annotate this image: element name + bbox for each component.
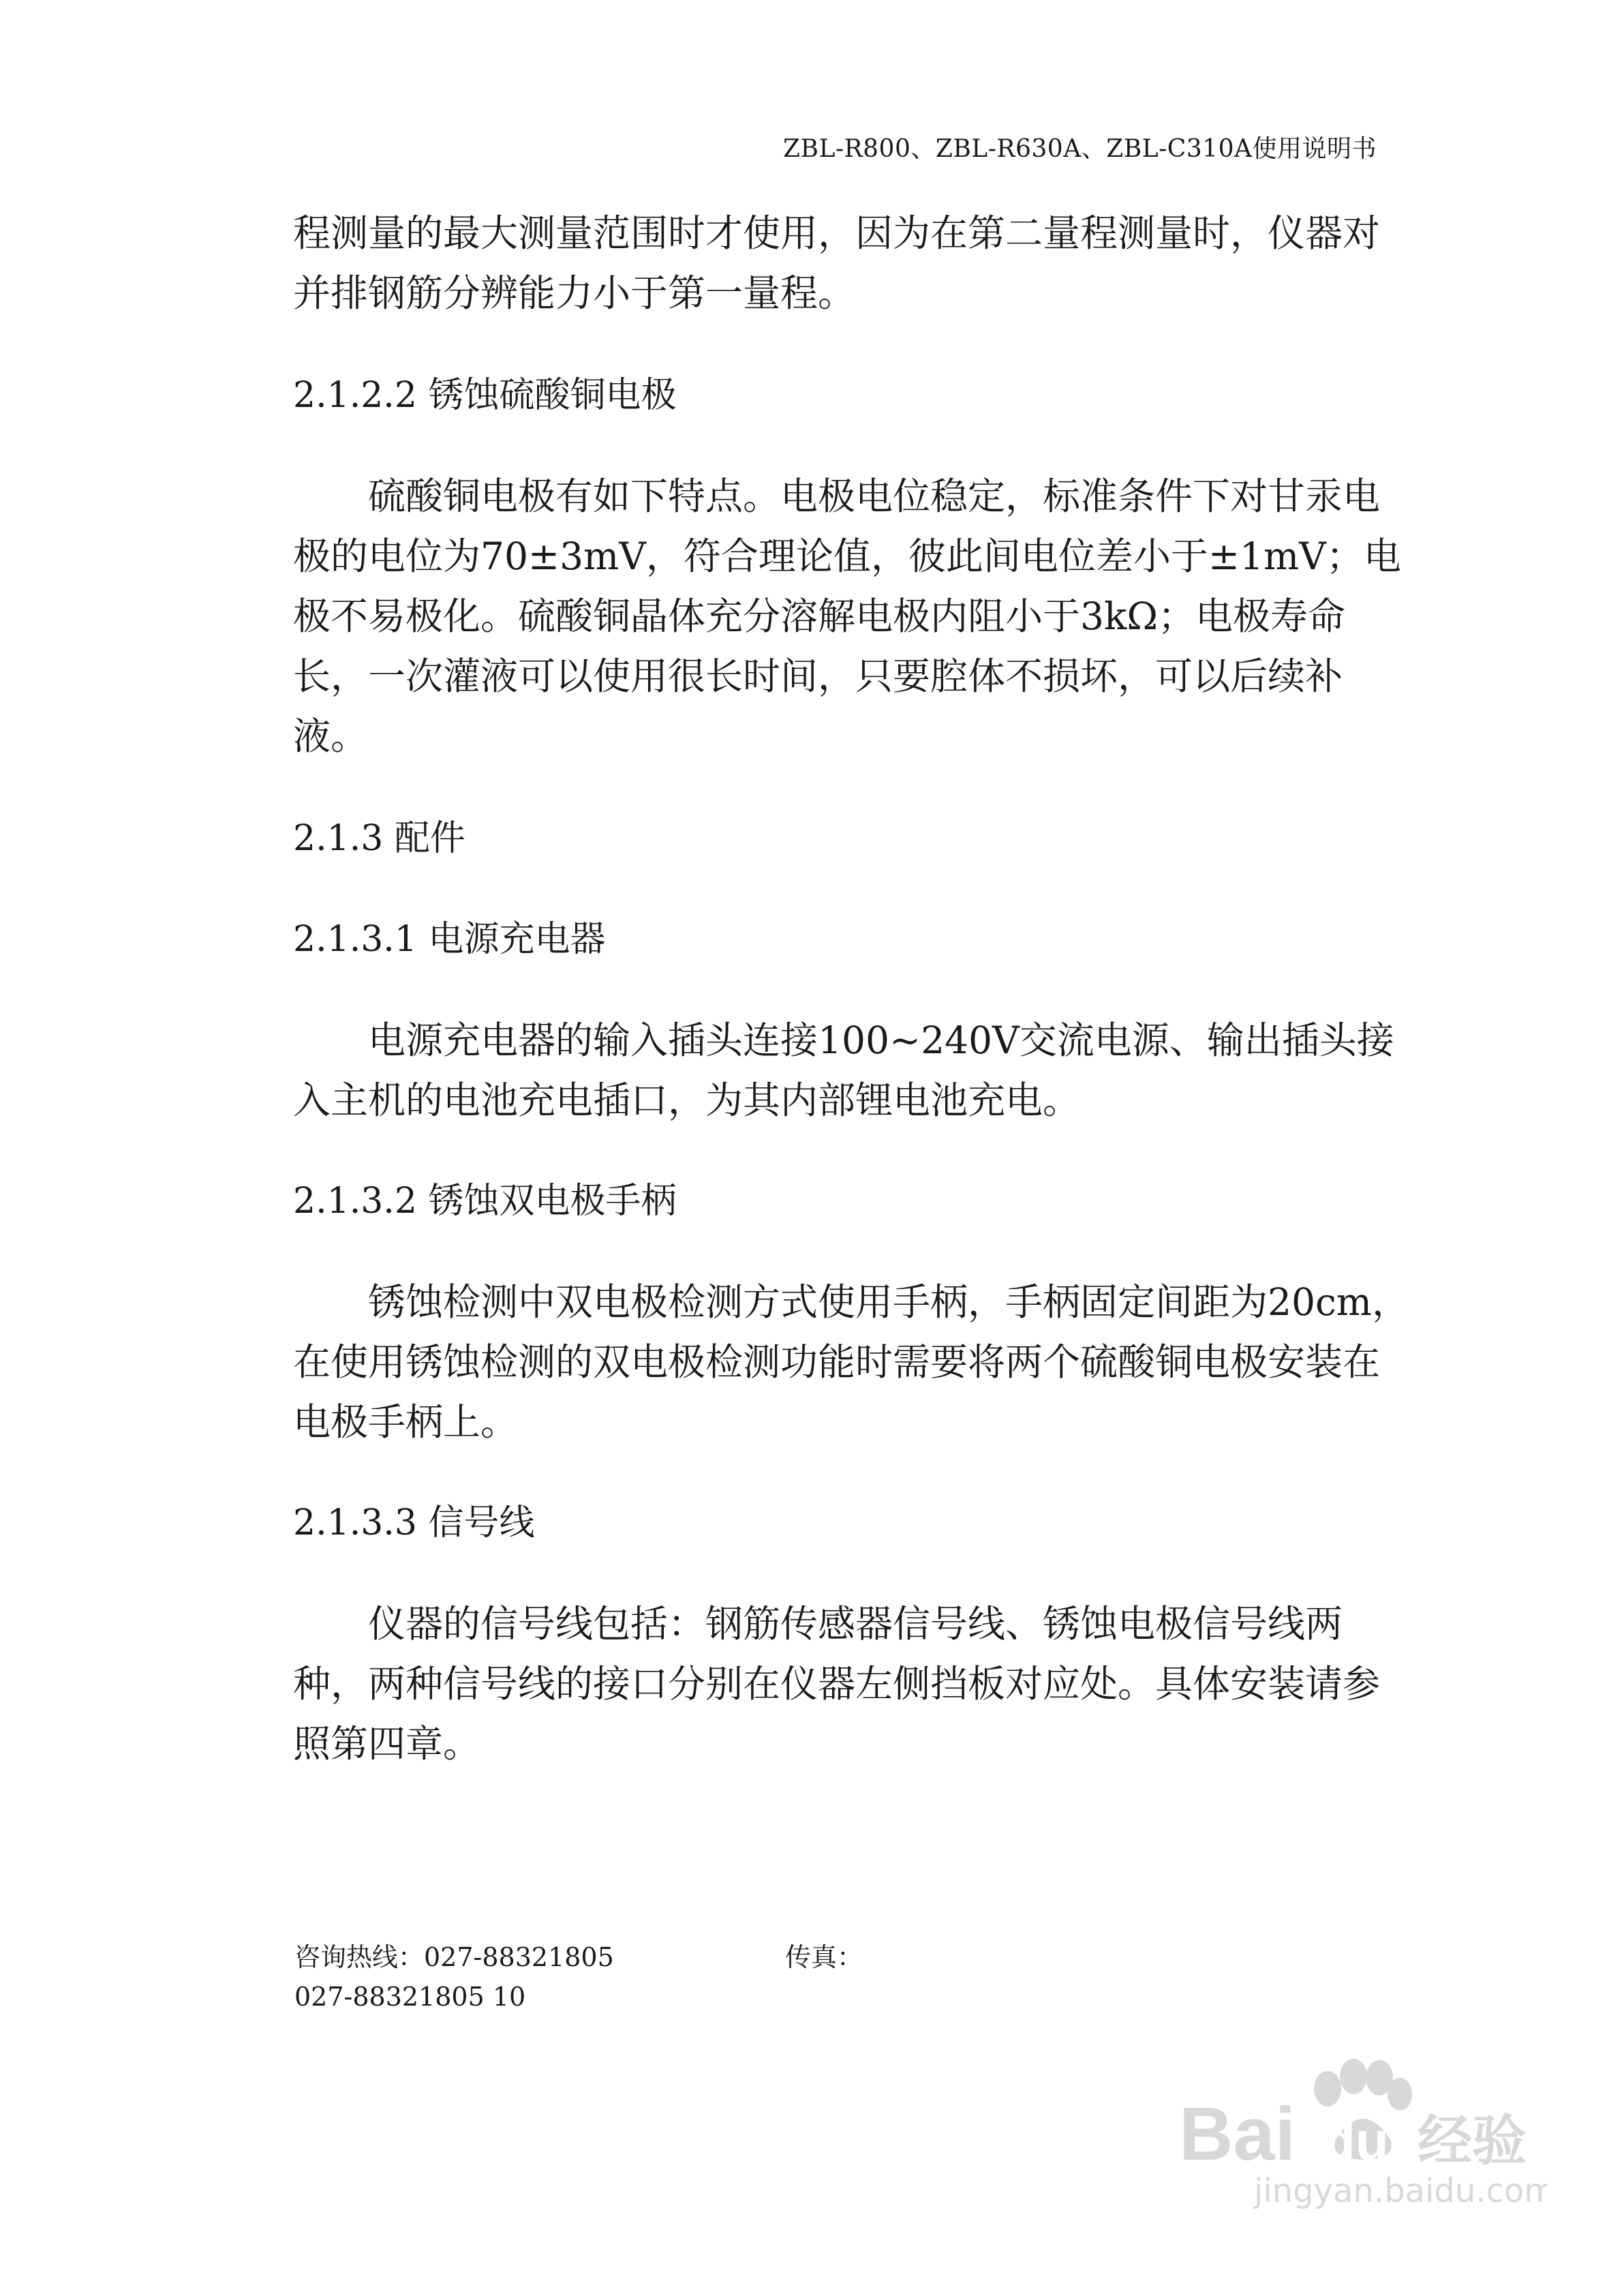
footer-hotline: 咨询热线：027-88321805	[294, 1942, 614, 1972]
footer-fax-number-page: 027-88321805 10	[294, 1982, 526, 2012]
document-footer	[294, 1937, 863, 2016]
paragraph-charger: 电源充电器的输入插头连接100~240V交流电源、输出插头接入主机的电池充电插口，为其内部锂电池充电。	[293, 1018, 1394, 1122]
paragraph-signal-line: 仪器的信号线包括：钢筋传感器信号线、锈蚀电极信号线两种，两种信号线的接口分别在仪器左侧挡板对应处。具体安装请参照第四章。	[293, 1602, 1381, 1766]
section-heading-2-1-2-2: 2.1.2.2 锈蚀硫酸铜电极	[293, 375, 677, 416]
footer-fax-label: 传真：	[785, 1942, 863, 1972]
watermark-brand: Bai	[1179, 2092, 1296, 2176]
paragraph-continuation: 程测量的最大测量范围时才使用，因为在第二量程测量时，仪器对并排钢筋分辨能力小于第一量程。	[293, 211, 1381, 315]
watermark-brand-suffix: du	[1322, 2111, 1389, 2171]
watermark-brand-cn: 经验	[1418, 2109, 1527, 2173]
baidu-watermark	[1152, 2023, 1547, 2214]
section-heading-2-1-3-1: 2.1.3.1 电源充电器	[293, 919, 606, 960]
document-header: ZBL-R800、ZBL-R630A、ZBL-C310A使用说明书	[782, 135, 1377, 163]
section-heading-2-1-3-2: 2.1.3.2 锈蚀双电极手柄	[293, 1181, 677, 1222]
watermark-url: jingyan.baidu.com	[1254, 2172, 1547, 2210]
paragraph-handle: 锈蚀检测中双电极检测方式使用手柄，手柄固定间距为20cm，在使用锈蚀检测的双电极检测功能时需要将两个硫酸铜电极安装在电极手柄上。	[293, 1280, 1409, 1444]
paragraph-electrode: 硫酸铜电极有如下特点。电极电位稳定，标准条件下对甘汞电极的电位为70±3mV，符合理论值，彼此间电位差小于±1mV；电极不易极化。硫酸铜晶体充分溶解电极内阻小于3kΩ；电极寿命长，一次灌液可以使用很长时间，只要腔体不损坏，可以后续补液。	[293, 474, 1401, 758]
document-body	[293, 203, 1411, 1774]
section-heading-2-1-3: 2.1.3 配件	[293, 818, 465, 859]
section-heading-2-1-3-3: 2.1.3.3 信号线	[293, 1502, 535, 1543]
